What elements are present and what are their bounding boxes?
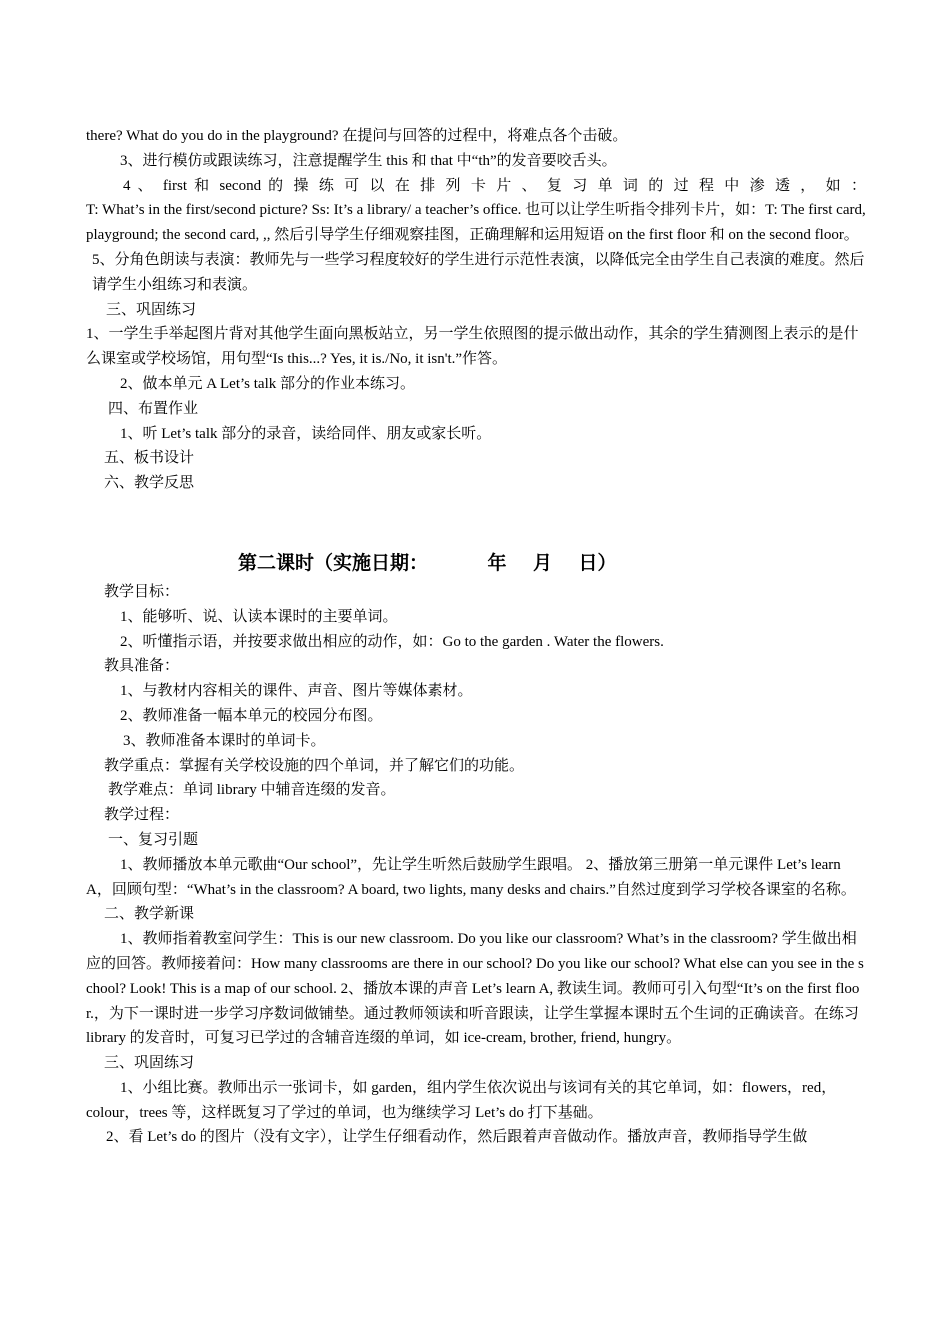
list-item: 3、教师准备本课时的单词卡。 (123, 732, 326, 749)
list-item: 2、教师准备一幅本单元的校园分布图。 (120, 707, 383, 724)
label: 教学目标： (104, 583, 180, 600)
paragraph-line: 1、一学生手举起图片背对其他学生面向黑板站立，另一学生依照图的提示做出动作，其余的学生猜测图上表示的是什么课室或学校场馆，用句型“Is this...? Yes, it is./No, it isn't.”作答。 (86, 326, 859, 368)
paragraph: 2、看 Let’s do 的图片（没有文字），让学生仔细看动作，然后跟着声音做动作。播放声音，教师指导学生做 (106, 1129, 808, 1146)
spacer (86, 496, 866, 546)
section-heading: 六、教学反思 (104, 475, 195, 492)
list-item: 1、与教材内容相关的课件、声音、图片等媒体素材。 (120, 683, 473, 700)
list-item: 1、能够听、说、认读本课时的主要单词。 (120, 608, 398, 625)
section-heading: 三、巩固练习 (104, 1055, 195, 1072)
paragraph-line: 2、做本单元 A Let’s talk 部分的作业本练习。 (120, 375, 415, 392)
list-item: 2、听懂指示语，并按要求做出相应的动作，如：Go to the garden . Water the flowers. (120, 633, 664, 650)
section-heading: 三、巩固练习 (106, 301, 197, 318)
paragraph: 1、教师指着教室问学生：This is our new classroom. Do you like our classroom? What’s in the classroom? 学生做出相应的回答。教师接着问：How many classrooms are there in our school? Do you like our school? What else can you see in the school? Look! This is a map of our school. 2、播放本课的声音 Let’s learn A, 教读生词。教师可引入句型“It’s on the first floor.，为下一课时进一步学习序数词做铺垫。通过教师领读和听音跟读，让学生掌握本课时五个生词的正确读音。在练习 library 的发音时，可复习已学过的含辅音连缀的单词，如 ice-cream, brother, friend, hungry。 (86, 931, 864, 1047)
paragraph-line: 3、进行模仿或跟读练习，注意提醒学生 this 和 that 中“th”的发音要咬舌头。 (120, 152, 617, 169)
label: 教学过程： (104, 807, 180, 824)
paragraph-line: T: What’s in the first/second picture? Ss: It’s a library/ a teacher’s office. 也可以让学生听指令排列卡片，如：T: The first card, playground; the second card, ,, 然后引导学生仔细观察挂图，正确理解和运用短语 on the first floor 和 on the second floor。 (86, 202, 866, 244)
label: 教具准备： (104, 658, 180, 675)
section-heading: 五、板书设计 (104, 450, 195, 467)
difficulty: 教学难点：单词 library 中辅音连缀的发音。 (108, 782, 396, 799)
paragraph: 1、小组比赛。教师出示一张词卡，如 garden，组内学生依次说出与该词有关的其它单词，如：flowers，red，colour，trees 等，这样既复习了学过的单词，也为继续学习 Let’s do 打下基础。 (86, 1079, 837, 1121)
section-heading: 四、布置作业 (108, 400, 199, 417)
key-point: 教学重点：掌握有关学校设施的四个单词，并了解它们的功能。 (104, 757, 525, 774)
paragraph-line: 4 、 first 和 second 的 操 练 可 以 在 排 列 卡 片 、 复 习 单 词 的 过 程 中 渗 透 ， 如 ： (123, 177, 866, 194)
lesson-title: 第二课时（实施日期： 年 月 日） (238, 551, 617, 574)
section-heading: 二、教学新课 (104, 906, 195, 923)
section-heading: 一、复习引题 (108, 831, 199, 848)
document-body (86, 124, 866, 1150)
paragraph-line: 5、分角色朗读与表演：教师先与一些学习程度较好的学生进行示范性表演，以降低完全由学生自己表演的难度。然后请学生小组练习和表演。 (92, 251, 865, 293)
paragraph-line: there? What do you do in the playground? 在提问与回答的过程中，将难点各个击破。 (86, 128, 628, 144)
paragraph: 1、教师播放本单元歌曲“Our school”，先让学生听然后鼓励学生跟唱。 2、播放第三册第一单元课件 Let’s learn A，回顾句型：“What’s in the classroom? A board, two lights, many desks and chairs.”自然过度到学习学校各课室的名称。 (86, 856, 856, 898)
paragraph-line: 1、听 Let’s talk 部分的录音，读给同伴、朋友或家长听。 (120, 425, 492, 442)
